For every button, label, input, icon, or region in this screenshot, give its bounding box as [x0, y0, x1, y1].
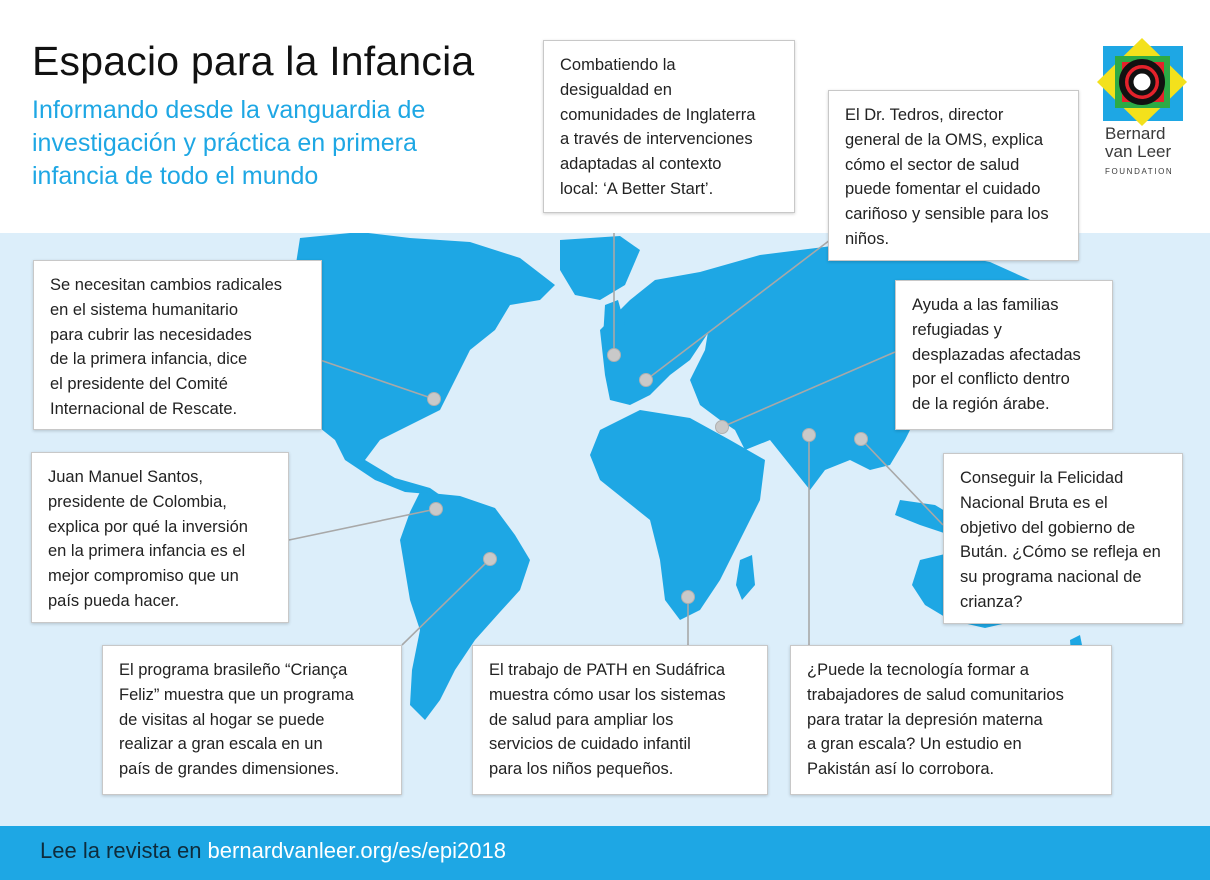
- map-marker-south-africa[interactable]: [681, 590, 695, 604]
- card-colombia-santos[interactable]: Juan Manuel Santos, presidente de Colombia, explica por qué la inversión en la primera infancia es el mejor compromiso que un país pueda hacer.: [31, 452, 289, 623]
- page-title: Espacio para la Infancia: [32, 38, 475, 84]
- card-pakistan-study[interactable]: ¿Puede la tecnología formar a trabajadores de salud comunitarios para tratar la depresión materna a gran escala? Un estudio en Pakistán así lo corrobora.: [790, 645, 1112, 795]
- map-marker-colombia[interactable]: [429, 502, 443, 516]
- card-uk-better-start[interactable]: Combatiendo la desigualdad en comunidades de Inglaterra a través de intervenciones adaptadas al contexto local: ‘A Better Start’.: [543, 40, 795, 213]
- card-irc-humanitarian[interactable]: Se necesitan cambios radicales en el sistema humanitario para cubrir las necesidades de la primera infancia, dice el presidente del Comité Internacional de Rescate.: [33, 260, 322, 430]
- map-marker-switzerland[interactable]: [639, 373, 653, 387]
- map-marker-new-york[interactable]: [427, 392, 441, 406]
- card-who-tedros[interactable]: El Dr. Tedros, director general de la OMS, explica cómo el sector de salud puede fomentar el cuidado cariñoso y sensible para los niños.: [828, 90, 1079, 261]
- logo-line2: van Leer: [1105, 142, 1172, 161]
- logo-line3: FOUNDATION: [1105, 167, 1174, 176]
- page-subtitle: Informando desde la vanguardia de investigación y práctica en primera infancia de todo el mundo: [32, 96, 426, 190]
- card-path-south-africa[interactable]: El trabajo de PATH en Sudáfrica muestra cómo usar los sistemas de salud para ampliar los servicios de cuidado infantil para los niños pequeños.: [472, 645, 768, 795]
- logo-line1: Bernard: [1105, 124, 1166, 143]
- footer-prefix: Lee la revista en: [40, 838, 208, 863]
- map-marker-arab-region[interactable]: [715, 420, 729, 434]
- card-arab-region[interactable]: Ayuda a las familias refugiadas y desplazadas afectadas por el conflicto dentro de la región árabe.: [895, 280, 1113, 430]
- card-brazil-crianca-feliz[interactable]: El programa brasileño “Criança Feliz” muestra que un programa de visitas al hogar se puede realizar a gran escala en un país de grandes dimensiones.: [102, 645, 402, 795]
- footer-link[interactable]: bernardvanleer.org/es/epi2018: [207, 838, 506, 863]
- map-marker-uk[interactable]: [607, 348, 621, 362]
- footer-text: [40, 838, 506, 864]
- map-marker-bhutan[interactable]: [854, 432, 868, 446]
- card-bhutan[interactable]: Conseguir la Felicidad Nacional Bruta es el objetivo del gobierno de Bután. ¿Cómo se refleja en su programa nacional de crianza?: [943, 453, 1183, 624]
- logo-wordmark: [1105, 125, 1185, 181]
- map-marker-pakistan[interactable]: [802, 428, 816, 442]
- map-marker-brazil[interactable]: [483, 552, 497, 566]
